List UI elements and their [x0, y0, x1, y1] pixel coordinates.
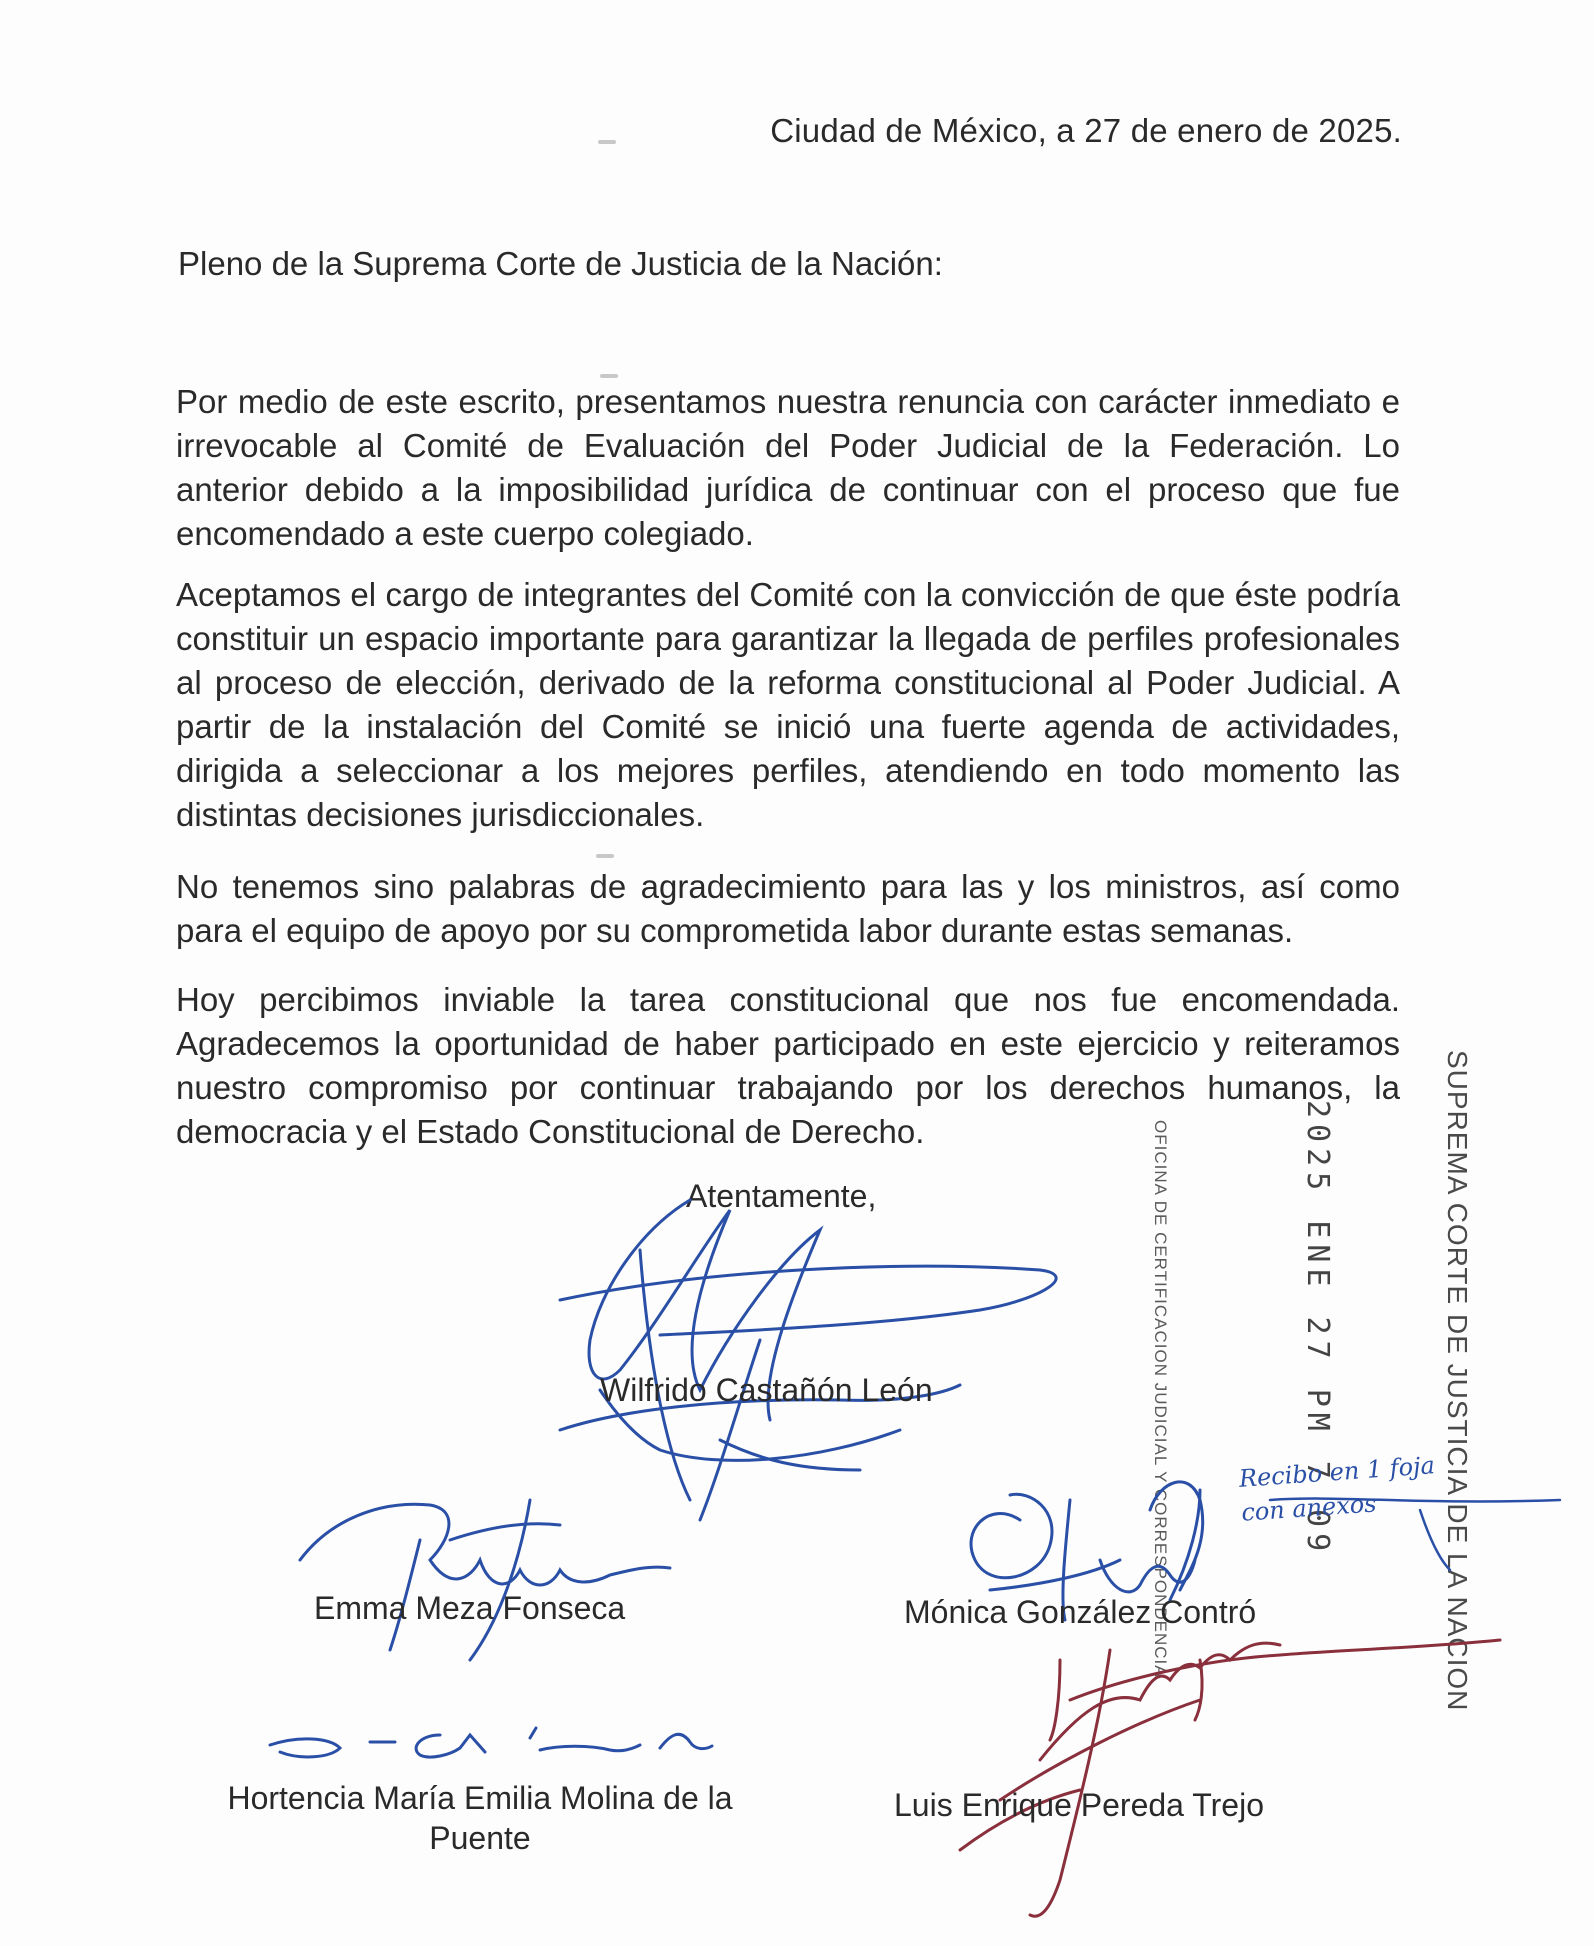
letter-paragraph: No tenemos sino palabras de agradecimiento para las y los ministros, así como para el equipo de apoyo por su comprometida labor durante estas semanas.: [176, 868, 1400, 949]
signature-wilfrido-castanon: [560, 1200, 1056, 1520]
letter-salutation: Pleno de la Suprema Corte de Justicia de la Nación:: [178, 245, 943, 282]
letter-paragraph: Aceptamos el cargo de integrantes del Comité con la convicción de que éste podría constituir un espacio importante para garantizar la llegada de perfiles profesionales al proceso de elección, derivado de la reforma constitucional al Poder Judicial. A partir de la instalación del Comité se inició una fuerte agenda de actividades, dirigida a seleccionar a los mejores perfiles, atendiendo en todo momento las distintas decisiones jurisdiccionales.: [176, 576, 1400, 833]
letter-date: Ciudad de México, a 27 de enero de 2025.: [770, 112, 1402, 149]
letter-paragraph: Hoy percibimos inviable la tarea constitucional que nos fue encomendada. Agradecemos la oportunidad de haber participado en este ejercicio y reiteramos nuestro compromiso por continuar trabajando por los derechos humanos, la democracia y el Estado Constitucional de Derecho.: [176, 981, 1400, 1150]
letter-paragraph: Por medio de este escrito, presentamos nuestra renuncia con carácter inmediato e irrevocable al Comité de Evaluación del Poder Judicial de la Federación. Lo anterior debido a la imposibilidad jurídica de continuar con el proceso que fue encomendado a este cuerpo colegiado.: [176, 383, 1400, 552]
signature-hortencia-molina: [270, 1728, 712, 1757]
stamp-office: OFICINA DE CERTIFICACION JUDICIAL Y CORRESPONDENCIA: [1151, 1120, 1170, 1678]
signatory-name: Emma Meza Fonseca: [314, 1590, 626, 1626]
scan-smudge: [596, 854, 614, 858]
signatory-name: Hortencia María Emilia Molina de la Puente: [227, 1780, 733, 1856]
signature-emma-meza: [300, 1500, 670, 1660]
signatory-name: Luis Enrique Pereda Trejo: [894, 1787, 1264, 1823]
stamp-datetime: 2025 ENE 27 PM 7 09: [1300, 1100, 1335, 1558]
handwritten-note-line: Recibo en 1 foja: [1238, 1451, 1436, 1493]
signatory-name: Wilfrido Castañón León: [600, 1372, 933, 1408]
scan-smudge: [598, 140, 616, 144]
signature-luis-pereda: [960, 1640, 1500, 1916]
signatory-name: Mónica González Contró: [904, 1594, 1257, 1630]
scan-smudge: [600, 374, 618, 378]
letter-closing: Atentamente,: [686, 1178, 877, 1214]
stamp-institution: SUPREMA CORTE DE JUSTICIA DE LA NACION: [1442, 1050, 1473, 1712]
handwritten-note-line: con anexos: [1240, 1489, 1378, 1527]
handwritten-receipt-note: [1238, 1448, 1438, 1530]
